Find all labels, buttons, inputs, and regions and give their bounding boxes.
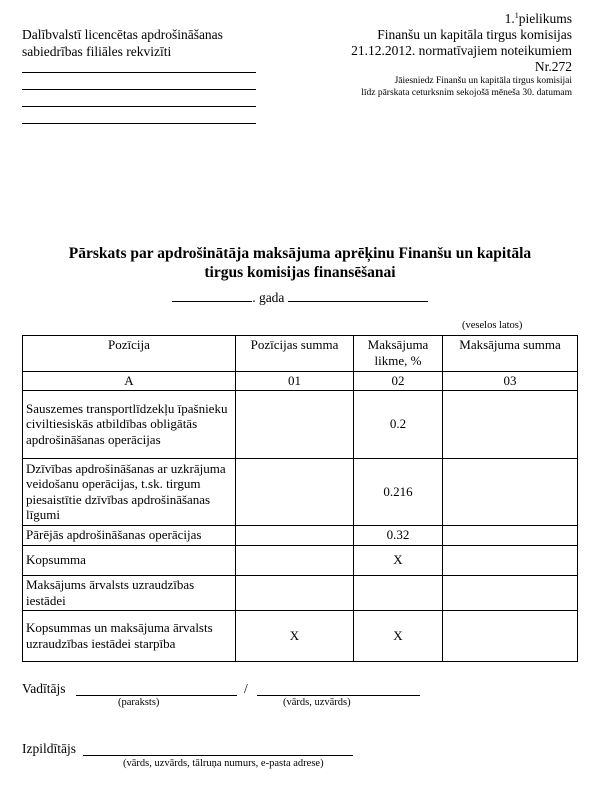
report-year-line [0,287,600,306]
code-a: A [23,372,236,391]
row-payment-cell[interactable] [443,575,578,610]
submission-note-1: Jāiesniedz Finanšu un kapitāla tirgus komisijai [394,76,572,86]
row-sum-cell[interactable] [236,575,354,610]
name-caption: (vārds, uzvārds) [283,697,351,708]
payment-calculation-table [22,335,578,662]
executor-label: Izpildītājs [22,741,76,756]
year-input-field[interactable] [172,287,252,302]
row-rate-cell [354,575,443,610]
row-label: Kopsumma [23,545,236,575]
appendix-line-2: Finanšu un kapitāla tirgus komisijas [377,27,572,42]
unit-note: (veselos latos) [462,320,523,331]
header-payment-sum: Maksājuma summa [443,336,578,372]
report-title-line-2: tirgus komisijas finansēšanai [204,264,396,281]
row-rate-cell: X [354,545,443,575]
header-payment-rate: Maksājuma likme, % [354,336,443,372]
row-label: Dzīvības apdrošināšanas ar uzkrājuma veidošanu operācijas, t.sk. tirgum piesaistītie dzīvības apdrošināšanas līgumi [23,458,236,525]
year-label: . gada [252,290,285,305]
row-sum-cell: X [236,610,354,661]
executor-caption: (vārds, uzvārds, tālruņa numurs, e-pasta adrese) [123,758,324,769]
submission-note-2: līdz pārskata ceturksnim sekojošā mēneša 30. datumam [361,88,572,98]
appendix-line-4: Nr.272 [534,59,572,74]
row-payment-cell[interactable] [443,610,578,661]
table-row [23,525,578,545]
code-03: 03 [443,372,578,391]
row-payment-cell[interactable] [443,458,578,525]
period-input-field[interactable] [288,287,428,302]
row-payment-cell[interactable] [443,525,578,545]
row-payment-cell[interactable] [443,390,578,458]
code-01: 01 [236,372,354,391]
row-sum-cell[interactable] [236,545,354,575]
branch-details-line-1: Dalībvalstī licencētas apdrošināšanas [22,27,223,42]
signature-slash: / [244,681,248,696]
row-label: Maksājums ārvalsts uzraudzības iestādei [23,575,236,610]
appendix-header [272,11,572,99]
row-label: Pārējās apdrošināšanas operācijas [23,525,236,545]
table-row [23,458,578,525]
appendix-number: 1. [504,11,515,26]
row-sum-cell[interactable] [236,525,354,545]
row-rate-cell: X [354,610,443,661]
appendix-line-3: 21.12.2012. normatīvajiem noteikumiem [351,43,572,58]
row-label: Kopsummas un maksājuma ārvalsts uzraudzības iestādei starpība [23,610,236,661]
report-title-line-1: Pārskats par apdrošinātāja maksājuma aprēķinu Finanšu un kapitāla [68,245,532,262]
table-row [23,390,578,458]
branch-details-line-2: sabiedrības filiāles rekvizīti [22,44,172,59]
details-field-line-1[interactable] [22,72,256,73]
header-position-sum: Pozīcijas summa [236,336,354,372]
signature-caption: (paraksts) [118,697,160,708]
table-row [23,575,578,610]
table-header-row [23,336,578,372]
row-rate-cell: 0.2 [354,390,443,458]
header-position: Pozīcija [23,336,236,372]
code-02: 02 [354,372,443,391]
head-name-field[interactable] [257,695,420,696]
row-payment-cell[interactable] [443,545,578,575]
table-code-row [23,372,578,391]
row-label: Sauszemes transportlīdzekļu īpašnieku civiltiesiskās atbildības obligātās apdrošināšanas operācijas [23,390,236,458]
head-label: Vadītājs [22,681,66,696]
table-row [23,545,578,575]
report-title [20,244,580,282]
row-rate-cell: 0.216 [354,458,443,525]
table-row [23,610,578,661]
head-signature-field[interactable] [76,695,237,696]
appendix-title [272,11,572,27]
appendix-superscript: 1 [514,11,519,20]
row-sum-cell[interactable] [236,390,354,458]
appendix-word: pielikums [518,11,572,26]
row-sum-cell[interactable] [236,458,354,525]
executor-details-field[interactable] [83,755,353,756]
details-field-line-2[interactable] [22,89,256,90]
row-rate-cell: 0.32 [354,525,443,545]
details-field-line-4[interactable] [22,123,256,124]
details-field-line-3[interactable] [22,106,256,107]
branch-details-heading [22,26,262,60]
